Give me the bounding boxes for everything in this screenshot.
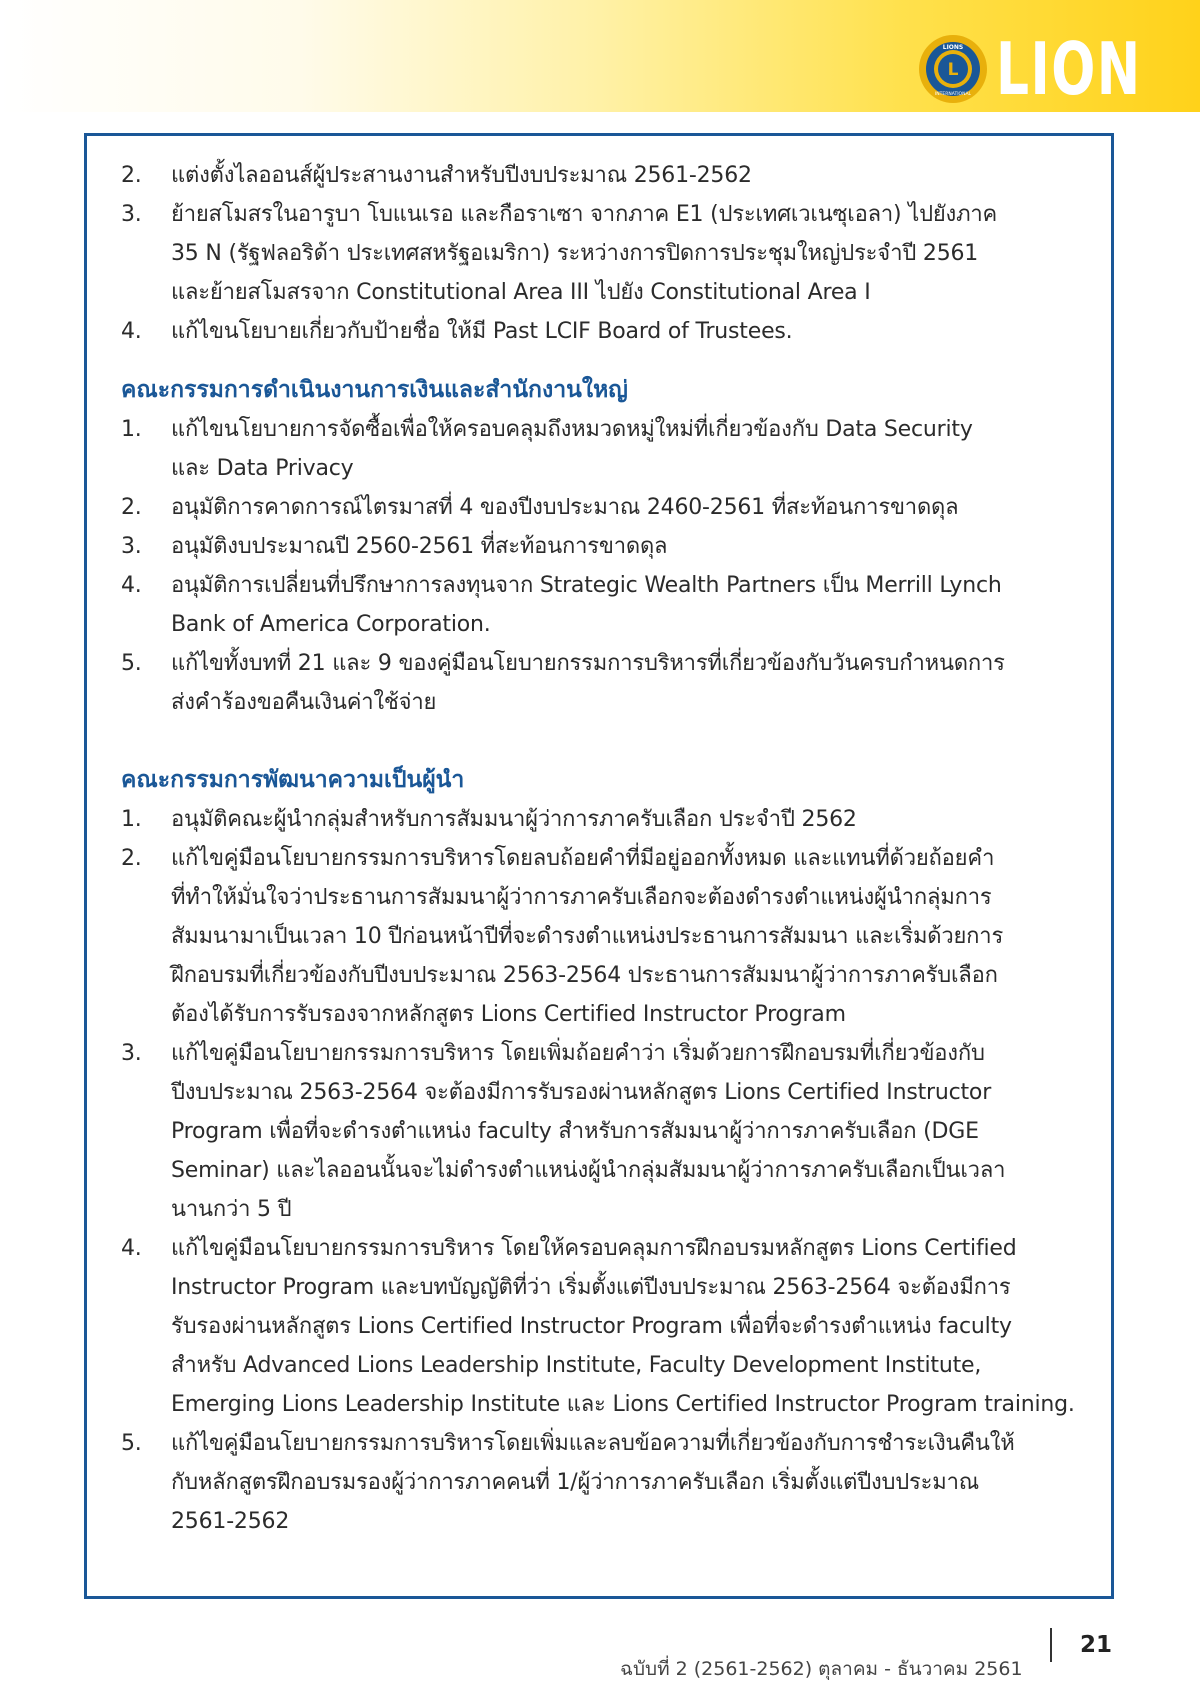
lion-logo-text: LION — [996, 27, 1142, 111]
list-item-number: 4. — [121, 319, 142, 344]
list-item-number: 2. — [121, 846, 142, 871]
lion-logo — [918, 27, 1198, 111]
list-item-line: และย้ายสโมสรจาก Constitutional Area III ไปยัง Constitutional Area I — [171, 280, 871, 305]
emblem-letter: L — [947, 60, 959, 80]
list-item-number: 4. — [121, 1236, 142, 1261]
list-item-number: 1. — [121, 417, 142, 442]
lions-emblem-icon — [918, 34, 988, 104]
content-box — [84, 133, 1114, 1599]
list-item-line: Instructor Program และบทบัญญัติที่ว่า เริ่มตั้งแต่ปีงบประมาณ 2563-2564 จะต้องมีการ — [171, 1275, 1011, 1300]
list-item-line: สัมมนามาเป็นเวลา 10 ปีก่อนหน้าปีที่จะดำรงตำแหน่งประธานการสัมมนา และเริ่มด้วยการ — [171, 924, 1004, 949]
finance-section-heading: คณะกรรมการดำเนินงานการเงินและสำนักงานใหญ่ — [121, 377, 628, 403]
continued-list — [121, 156, 1097, 351]
list-item-line: แก้ไขคู่มือนโยบายกรรมการบริหารโดยลบถ้อยคำที่มีอยู่ออกทั้งหมด และแทนที่ด้วยถ้อยคำ — [171, 846, 995, 871]
list-item-line: รับรองผ่านหลักสูตร Lions Certified Instructor Program เพื่อที่จะดำรงตำแหน่ง faculty — [171, 1314, 1012, 1339]
list-item — [121, 527, 1097, 566]
list-item-number: 1. — [121, 807, 142, 832]
list-item — [121, 410, 1097, 488]
list-item-line: 2561-2562 — [171, 1509, 290, 1534]
list-item-line: แก้ไขคู่มือนโยบายกรรมการบริหาร โดยเพิ่มถ้อยคำว่า เริ่มด้วยการฝึกอบรมที่เกี่ยวข้องกับ — [171, 1041, 985, 1066]
list-item-line: แก้ไขนโยบายเกี่ยวกับป้ายชื่อ ให้มี Past LCIF Board of Trustees. — [171, 319, 793, 344]
list-item-number: 2. — [121, 163, 142, 188]
list-item-number: 5. — [121, 651, 142, 676]
continued-list-block — [121, 156, 1097, 351]
list-item-line: นานกว่า 5 ปี — [171, 1197, 292, 1222]
list-item-line: Program เพื่อที่จะดำรงตำแหน่ง faculty สำหรับการสัมมนาผู้ว่าการภาครับเลือก (DGE — [171, 1119, 979, 1144]
list-item-line: ส่งคำร้องขอคืนเงินค่าใช้จ่าย — [171, 690, 437, 715]
list-item-line: แต่งตั้งไลออนส์ผู้ประสานงานสำหรับปีงบประมาณ 2561-2562 — [171, 163, 752, 188]
list-item-line: Seminar) และไลออนนั้นจะไม่ดำรงตำแหน่งผู้นำกลุ่มสัมมนาผู้ว่าการภาครับเลือกเป็นเวลา — [171, 1158, 1006, 1183]
footer-divider — [1050, 1628, 1052, 1662]
finance-list — [121, 410, 1097, 722]
list-item — [121, 1034, 1097, 1229]
list-item-number: 3. — [121, 534, 142, 559]
finance-section — [121, 371, 1097, 722]
list-item — [121, 800, 1097, 839]
list-item — [121, 644, 1097, 722]
footer-issue-text: ฉบับที่ 2 (2561-2562) ตุลาคม - ธันวาคม 2561 — [620, 1658, 1023, 1680]
leadership-list — [121, 800, 1097, 1541]
list-item-line: 35 N (รัฐฟลอริด้า ประเทศสหรัฐอเมริกา) ระหว่างการปิดการประชุมใหญ่ประจำปี 2561 — [171, 241, 979, 266]
list-item-line: ปีงบประมาณ 2563-2564 จะต้องมีการรับรองผ่านหลักสูตร Lions Certified Instructor — [171, 1080, 992, 1105]
list-item — [121, 312, 1097, 351]
list-item-line: แก้ไขนโยบายการจัดซื้อเพื่อให้ครอบคลุมถึงหมวดหมู่ใหม่ที่เกี่ยวข้องกับ Data Security — [171, 417, 973, 442]
list-item-line: อนุมัติงบประมาณปี 2560-2561 ที่สะท้อนการขาดดุล — [171, 534, 668, 559]
list-item-line: อนุมัติการเปลี่ยนที่ปรึกษาการลงทุนจาก Strategic Wealth Partners เป็น Merrill Lynch — [171, 573, 1002, 598]
list-item-line: อนุมัติการคาดการณ์ไตรมาสที่ 4 ของปีงบประมาณ 2460-2561 ที่สะท้อนการขาดดุล — [171, 495, 959, 520]
list-item-line: และ Data Privacy — [171, 456, 354, 481]
list-item-number: 5. — [121, 1431, 142, 1456]
emblem-bottom-text: INTERNATIONAL — [934, 92, 972, 97]
list-item-number: 3. — [121, 1041, 142, 1066]
list-item — [121, 839, 1097, 1034]
list-item-number: 2. — [121, 495, 142, 520]
list-item — [121, 488, 1097, 527]
list-item — [121, 566, 1097, 644]
list-item-number: 3. — [121, 202, 142, 227]
list-item-line: ฝึกอบรมที่เกี่ยวข้องกับปีงบประมาณ 2563-2564 ประธานการสัมมนาผู้ว่าการภาครับเลือก — [171, 963, 998, 988]
list-item-line: ที่ทำให้มั่นใจว่าประธานการสัมมนาผู้ว่าการภาครับเลือกจะต้องดำรงตำแหน่งผู้นำกลุ่มการ — [171, 885, 992, 910]
page-number: 21 — [1080, 1632, 1113, 1658]
list-item-line: Bank of America Corporation. — [171, 612, 491, 637]
list-item-line: อนุมัติคณะผู้นำกลุ่มสำหรับการสัมมนาผู้ว่าการภาครับเลือก ประจำปี 2562 — [171, 807, 857, 832]
leadership-section — [121, 761, 1097, 1541]
list-item-line: แก้ไขคู่มือนโยบายกรรมการบริหาร โดยให้ครอบคลุมการฝึกอบรมหลักสูตร Lions Certified — [171, 1236, 1017, 1261]
list-item-line: ต้องได้รับการรับรองจากหลักสูตร Lions Certified Instructor Program — [171, 1002, 846, 1027]
list-item-line: แก้ไขคู่มือนโยบายกรรมการบริหารโดยเพิ่มและลบข้อความที่เกี่ยวข้องกับการชำระเงินคืนให้ — [171, 1431, 1015, 1456]
list-item-line: แก้ไขทั้งบทที่ 21 และ 9 ของคู่มือนโยบายกรรมการบริหารที่เกี่ยวข้องกับวันครบกำหนดการ — [171, 651, 1005, 676]
list-item-number: 4. — [121, 573, 142, 598]
emblem-top-text: LIONS — [942, 44, 964, 51]
list-item-line: ย้ายสโมสรในอารูบา โบแนเรอ และกือราเซา จากภาค E1 (ประเทศเวเนซุเอลา) ไปยังภาค — [171, 202, 998, 227]
list-item — [121, 195, 1097, 312]
list-item-line: Emerging Lions Leadership Institute และ Lions Certified Instructor Program training. — [171, 1392, 1075, 1417]
list-item — [121, 1229, 1097, 1424]
list-item — [121, 156, 1097, 195]
list-item — [121, 1424, 1097, 1541]
list-item-line: กับหลักสูตรฝึกอบรมรองผู้ว่าการภาคคนที่ 1/ผู้ว่าการภาครับเลือก เริ่มตั้งแต่ปีงบประมาณ — [171, 1470, 979, 1495]
leadership-section-heading: คณะกรรมการพัฒนาความเป็นผู้นำ — [121, 767, 465, 793]
list-item-line: สำหรับ Advanced Lions Leadership Institute, Faculty Development Institute, — [171, 1353, 982, 1378]
